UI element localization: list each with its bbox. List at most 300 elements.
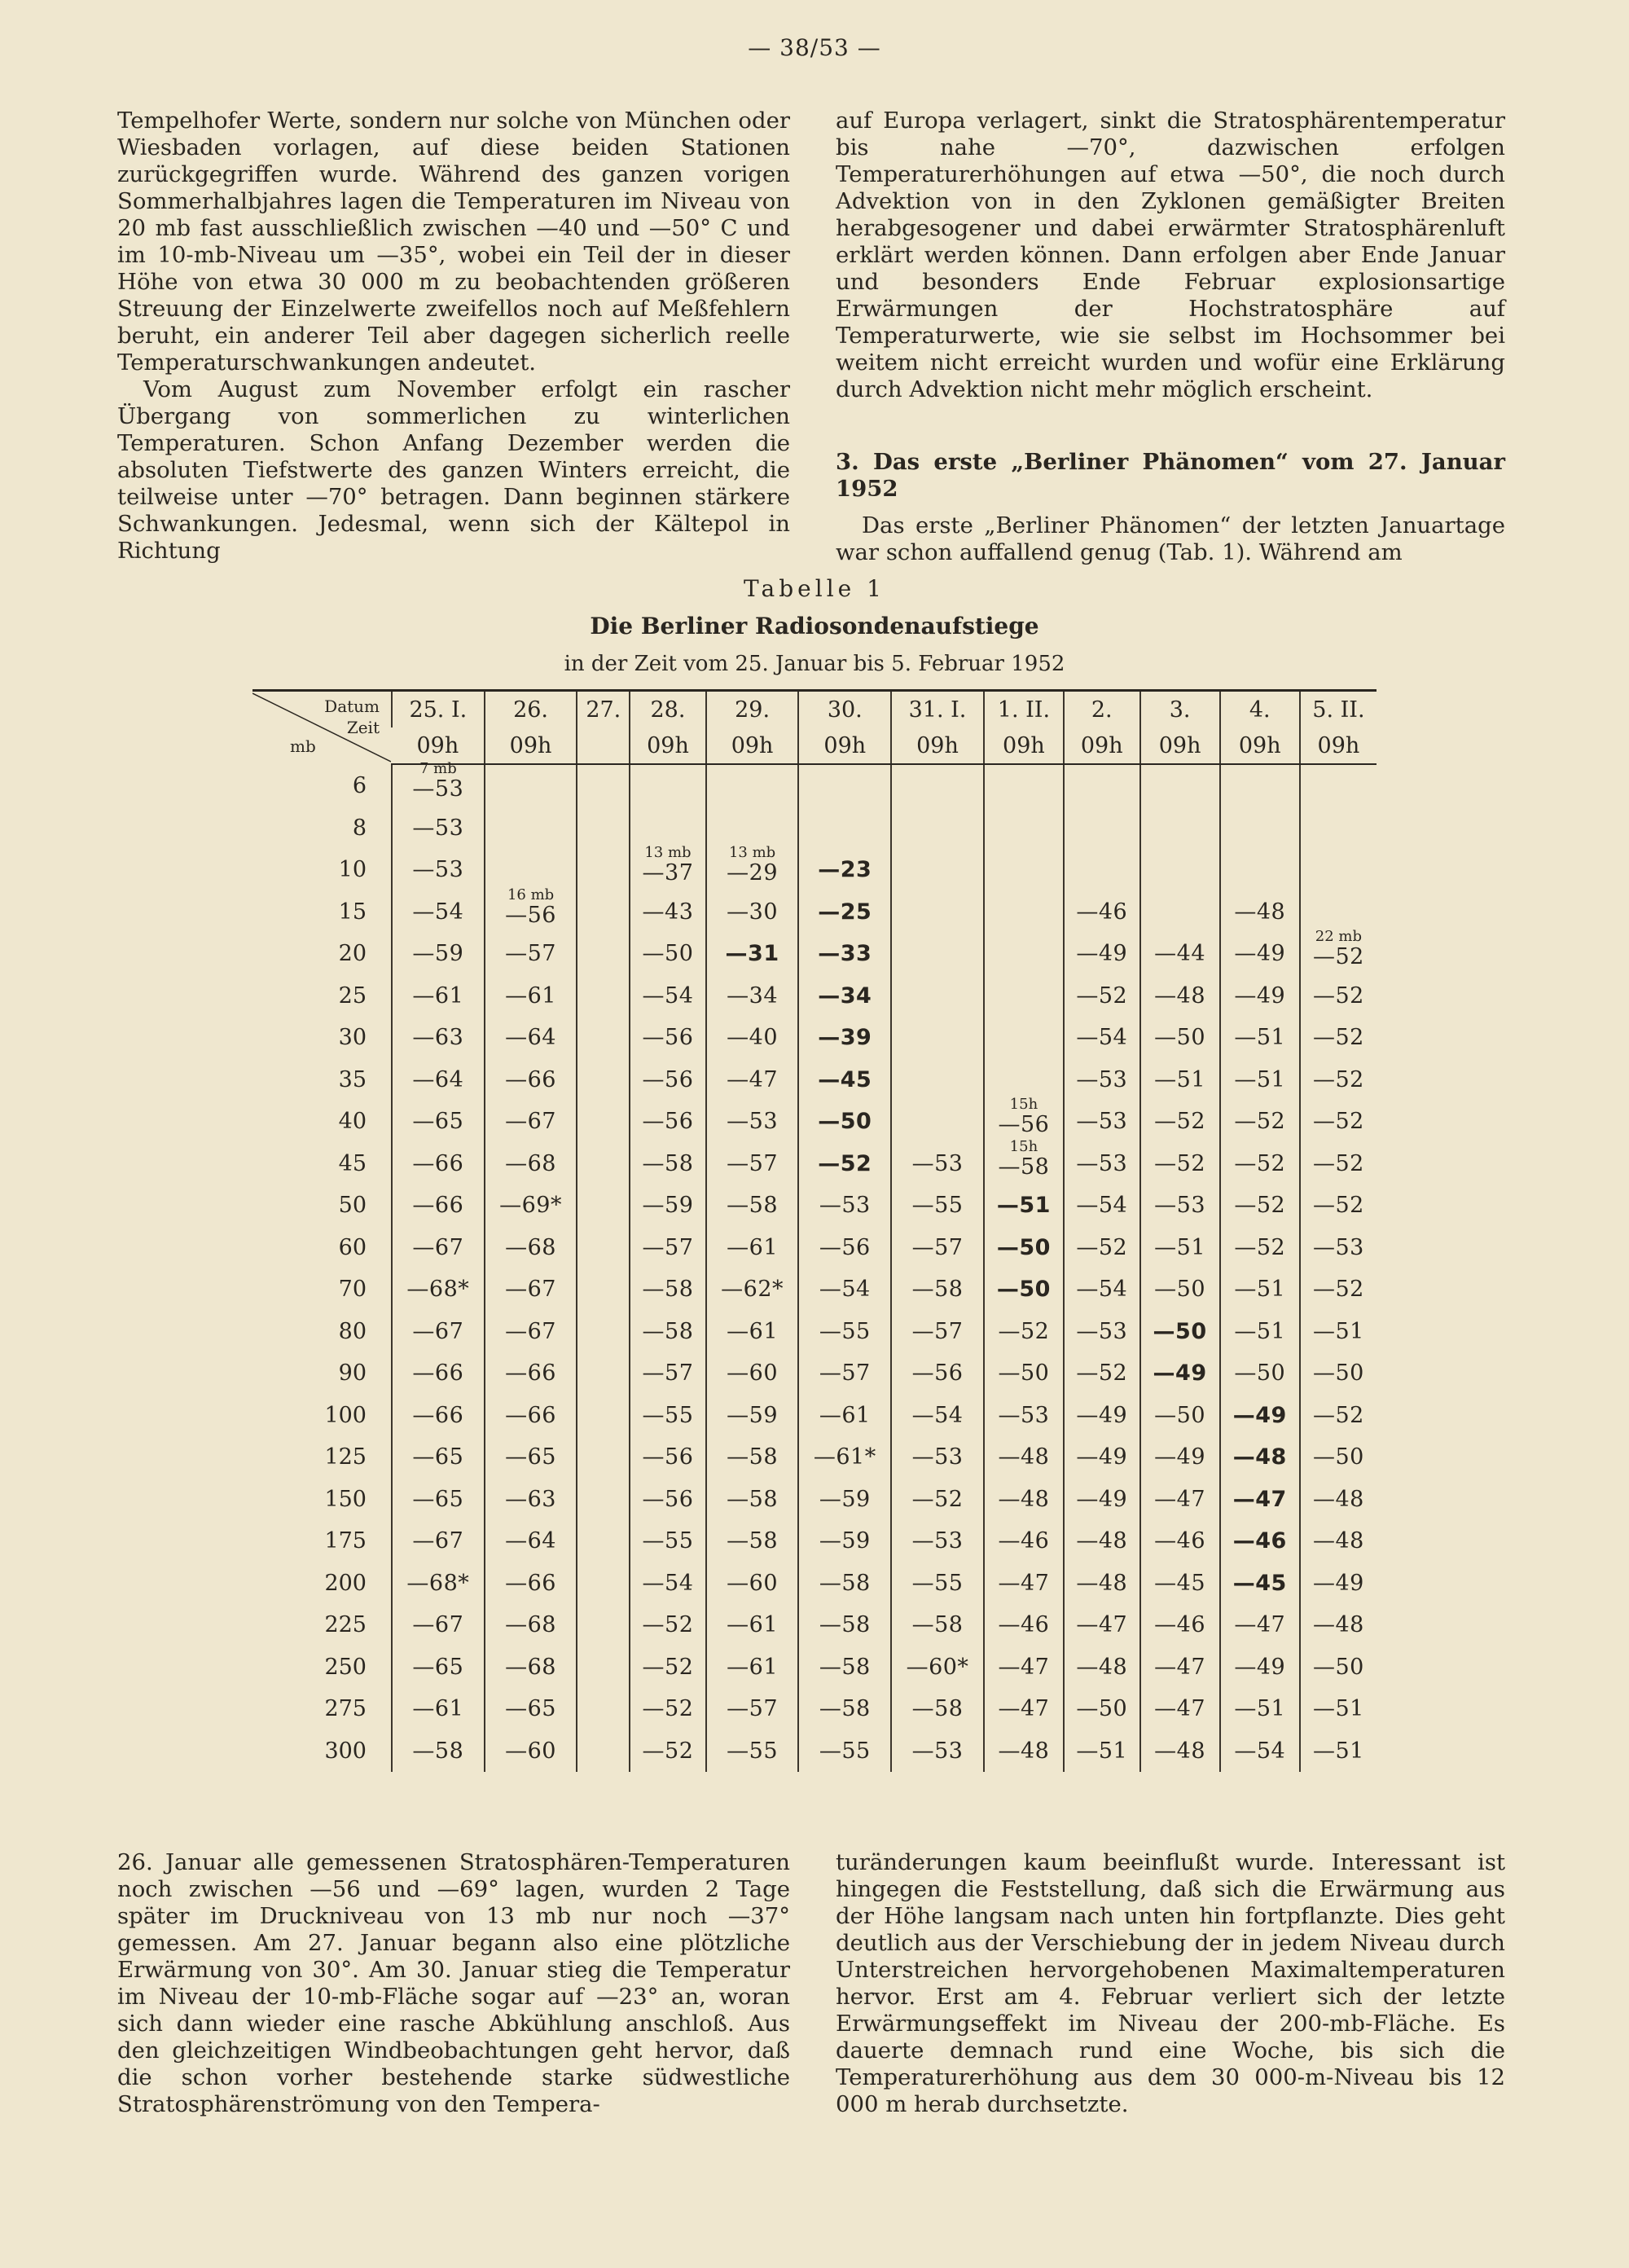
max-temperature-value: —50 <box>996 1277 1051 1303</box>
temperature-cell <box>798 764 891 807</box>
temperature-cell <box>392 849 485 891</box>
temperature-value: —53 <box>412 776 464 802</box>
temperature-cell <box>392 1436 485 1479</box>
pressure-level-cell: 10 <box>338 857 367 883</box>
temperature-cell <box>485 1730 577 1773</box>
temperature-cell <box>485 1563 577 1605</box>
temperature-cell <box>1220 1101 1300 1143</box>
temperature-cell <box>891 1479 984 1521</box>
temperature-cell <box>630 1017 706 1059</box>
temperature-cell <box>577 1520 630 1563</box>
temperature-cell <box>577 1143 630 1185</box>
table-title: Die Berliner Radiosondenaufstiege <box>590 613 1039 640</box>
column-date-header: 31. I. <box>891 691 984 728</box>
temperature-cell <box>1064 1185 1140 1227</box>
temperature-cell <box>891 1059 984 1101</box>
temperature-cell <box>1140 1395 1220 1437</box>
temperature-cell <box>577 1017 630 1059</box>
temperature-cell <box>984 1268 1064 1311</box>
temperature-cell <box>1300 1227 1377 1269</box>
temperature-cell <box>891 933 984 975</box>
temperature-cell <box>1064 1730 1140 1773</box>
temperature-cell <box>392 1143 485 1185</box>
temperature-cell <box>706 1395 799 1437</box>
temperature-value: —53 <box>911 1528 964 1554</box>
temperature-cell <box>1220 1520 1300 1563</box>
temperature-cell <box>1300 764 1377 807</box>
temperature-cell <box>392 1688 485 1730</box>
temperature-value: —55 <box>642 1528 694 1554</box>
temperature-value: —48 <box>1234 899 1286 925</box>
temperature-value: —52 <box>1312 1025 1364 1051</box>
temperature-cell <box>1140 849 1220 891</box>
max-temperature-value: —52 <box>818 1150 872 1176</box>
temperature-value: —64 <box>412 1066 464 1092</box>
table-header-times <box>252 727 1377 764</box>
table-row <box>252 1185 1377 1227</box>
temperature-cell <box>577 1185 630 1227</box>
temperature-cell <box>392 807 485 850</box>
pressure-level-cell: 125 <box>324 1444 367 1470</box>
temperature-value: —52 <box>1312 1193 1364 1219</box>
temperature-cell <box>1064 1017 1140 1059</box>
temperature-value: —48 <box>998 1444 1050 1470</box>
cell-annotation: 7 mb <box>419 760 457 778</box>
table-row <box>252 933 1377 975</box>
temperature-value: —58 <box>911 1696 964 1722</box>
temperature-cell <box>630 844 706 891</box>
temperature-cell <box>798 849 891 891</box>
temperature-value: —51 <box>1154 1234 1206 1260</box>
temperature-cell <box>630 1730 706 1773</box>
temperature-cell <box>891 1352 984 1395</box>
max-temperature-value: —49 <box>1153 1360 1207 1387</box>
temperature-cell <box>392 1604 485 1646</box>
max-temperature-value: —50 <box>996 1234 1051 1260</box>
temperature-cell <box>706 764 799 807</box>
temperature-value: —54 <box>412 899 464 925</box>
temperature-cell <box>1140 1101 1220 1143</box>
temperature-value: —51 <box>1234 1277 1286 1303</box>
temperature-value: —51 <box>1154 1066 1206 1092</box>
temperature-cell <box>1220 807 1300 850</box>
column-time-header <box>577 727 630 764</box>
temperature-cell <box>630 1563 706 1605</box>
temperature-cell <box>1300 1688 1377 1730</box>
temperature-cell <box>1300 1311 1377 1353</box>
temperature-cell <box>1140 933 1220 975</box>
temperature-value: —51 <box>1312 1696 1364 1722</box>
temperature-cell <box>1220 849 1300 891</box>
temperature-cell <box>798 1017 891 1059</box>
temperature-value: —54 <box>642 1570 694 1596</box>
temperature-value: —61* <box>813 1444 876 1470</box>
table-row <box>252 807 1377 850</box>
temperature-cell <box>392 1395 485 1437</box>
temperature-cell <box>706 975 799 1018</box>
temperature-cell <box>1220 1646 1300 1689</box>
temperature-value: —48 <box>998 1738 1050 1764</box>
temperature-cell <box>630 1520 706 1563</box>
table-row <box>252 1563 1377 1605</box>
temperature-cell <box>1220 1352 1300 1395</box>
temperature-value: —53 <box>998 1402 1050 1428</box>
temperature-value: —58 <box>819 1570 871 1596</box>
temperature-cell <box>577 1730 630 1773</box>
temperature-cell <box>1140 1185 1220 1227</box>
temperature-value: —52 <box>1234 1109 1286 1135</box>
temperature-value: —58 <box>998 1154 1050 1180</box>
temperature-value: —68 <box>505 1612 556 1638</box>
temperature-value: —55 <box>727 1738 779 1764</box>
temperature-cell <box>392 1352 485 1395</box>
temperature-value: —66 <box>412 1402 464 1428</box>
temperature-cell <box>798 1227 891 1269</box>
temperature-value: —49 <box>1234 1654 1286 1680</box>
temperature-cell <box>1064 1520 1140 1563</box>
temperature-value: —48 <box>1154 1738 1206 1764</box>
temperature-cell <box>984 1017 1064 1059</box>
table-row <box>252 1017 1377 1059</box>
temperature-value: —49 <box>1234 982 1286 1009</box>
temperature-value: —53 <box>412 815 464 841</box>
temperature-value: —52 <box>642 1696 694 1722</box>
temperature-cell <box>798 807 891 850</box>
temperature-value: —58 <box>642 1150 694 1176</box>
column-time-header: 09h <box>630 727 706 764</box>
pressure-level-cell: 50 <box>338 1193 367 1219</box>
pressure-level-cell: 90 <box>338 1360 367 1387</box>
max-temperature-value: —25 <box>818 899 872 925</box>
temperature-value: —48 <box>1154 982 1206 1009</box>
temperature-cell <box>1300 891 1377 934</box>
temperature-value: —67 <box>505 1277 556 1303</box>
temperature-cell <box>630 1352 706 1395</box>
temperature-cell <box>984 1520 1064 1563</box>
temperature-value: —66 <box>412 1150 464 1176</box>
temperature-value: —49 <box>1076 1402 1128 1428</box>
temperature-cell <box>1140 807 1220 850</box>
corner-label-mb: mb <box>290 736 316 756</box>
temperature-cell <box>891 807 984 850</box>
temperature-value: —58 <box>727 1486 779 1512</box>
temperature-value: —51 <box>1234 1696 1286 1722</box>
temperature-value: —52 <box>1312 1066 1364 1092</box>
temperature-cell <box>630 764 706 807</box>
pressure-level-cell: 200 <box>324 1570 367 1596</box>
temperature-value: —54 <box>819 1277 871 1303</box>
temperature-value: —60* <box>906 1654 969 1680</box>
temperature-cell <box>392 1268 485 1311</box>
temperature-value: —65 <box>412 1654 464 1680</box>
table-row <box>252 1143 1377 1185</box>
temperature-cell <box>485 764 577 807</box>
temperature-cell <box>891 1311 984 1353</box>
max-temperature-value: —39 <box>818 1025 872 1051</box>
temperature-value: —45 <box>1154 1570 1206 1596</box>
temperature-cell <box>1300 928 1377 975</box>
temperature-value: —54 <box>1234 1738 1286 1764</box>
temperature-value: —52 <box>1234 1193 1286 1219</box>
temperature-value: —50 <box>1312 1360 1364 1387</box>
temperature-cell <box>1140 1143 1220 1185</box>
temperature-value: —55 <box>911 1193 964 1219</box>
temperature-value: —52 <box>1076 1360 1128 1387</box>
temperature-value: —48 <box>998 1486 1050 1512</box>
temperature-cell <box>1140 1311 1220 1353</box>
temperature-value: —66 <box>505 1360 556 1387</box>
temperature-cell <box>984 933 1064 975</box>
temperature-cell <box>798 1604 891 1646</box>
temperature-value: —34 <box>727 982 779 1009</box>
temperature-cell <box>1220 975 1300 1018</box>
temperature-cell <box>630 1646 706 1689</box>
table-subtitle: in der Zeit vom 25. Januar bis 5. Februar 1952 <box>564 652 1065 676</box>
temperature-value: —60 <box>727 1570 779 1596</box>
temperature-value: —50 <box>998 1360 1050 1387</box>
temperature-value: —59 <box>727 1402 779 1428</box>
temperature-cell <box>798 1520 891 1563</box>
temperature-cell <box>706 1730 799 1773</box>
temperature-value: —56 <box>642 1444 694 1470</box>
table-label: Tabelle 1 <box>744 575 885 602</box>
temperature-value: —57 <box>642 1234 694 1260</box>
temperature-value: —52 <box>642 1738 694 1764</box>
temperature-cell <box>1140 891 1220 934</box>
temperature-cell <box>1300 1520 1377 1563</box>
temperature-cell <box>984 975 1064 1018</box>
section-heading: 3. Das erste „Berliner Phänomen“ vom 27. Januar 1952 <box>836 449 1505 502</box>
temperature-value: —65 <box>412 1486 464 1512</box>
temperature-cell <box>577 1436 630 1479</box>
temperature-cell <box>891 1604 984 1646</box>
temperature-value: —68 <box>505 1654 556 1680</box>
temperature-cell <box>577 891 630 934</box>
temperature-cell <box>891 1185 984 1227</box>
temperature-cell <box>891 1563 984 1605</box>
temperature-cell <box>1140 764 1220 807</box>
temperature-value: —61 <box>819 1402 871 1428</box>
temperature-cell <box>1140 1646 1220 1689</box>
temperature-cell <box>891 1227 984 1269</box>
temperature-value: —61 <box>727 1234 779 1260</box>
temperature-cell <box>1300 1395 1377 1437</box>
temperature-value: —56 <box>819 1234 871 1260</box>
temperature-value: —53 <box>911 1738 964 1764</box>
temperature-cell <box>891 764 984 807</box>
temperature-value: —43 <box>642 899 694 925</box>
temperature-cell <box>392 1059 485 1101</box>
temperature-cell <box>891 1143 984 1185</box>
temperature-value: —47 <box>998 1654 1050 1680</box>
temperature-value: —52 <box>1154 1109 1206 1135</box>
column-time-header: 09h <box>1300 727 1377 764</box>
temperature-cell <box>485 849 577 891</box>
pressure-level-cell: 275 <box>324 1696 367 1722</box>
temperature-cell <box>392 975 485 1018</box>
temperature-cell <box>984 1185 1064 1227</box>
pressure-level-cell: 30 <box>338 1025 367 1051</box>
temperature-value: —54 <box>1076 1193 1128 1219</box>
temperature-cell <box>1064 1143 1140 1185</box>
temperature-value: —56 <box>642 1109 694 1135</box>
pressure-level-cell: 150 <box>324 1486 367 1512</box>
temperature-value: —53 <box>1076 1318 1128 1344</box>
temperature-value: —48 <box>1076 1654 1128 1680</box>
table-body <box>252 760 1377 1772</box>
column-time-header: 09h <box>485 727 577 764</box>
text-column-right-bottom <box>836 1849 1505 2118</box>
table-row <box>252 764 1377 807</box>
temperature-value: —66 <box>505 1570 556 1596</box>
temperature-value: —46 <box>1076 899 1128 925</box>
temperature-value: —52 <box>911 1486 964 1512</box>
temperature-cell <box>1140 1688 1220 1730</box>
temperature-cell <box>798 1352 891 1395</box>
temperature-cell <box>1220 1563 1300 1605</box>
temperature-value: —61 <box>505 982 556 1009</box>
temperature-value: —63 <box>412 1025 464 1051</box>
temperature-value: —55 <box>642 1402 694 1428</box>
temperature-value: —60 <box>505 1738 556 1764</box>
temperature-cell <box>1300 1436 1377 1479</box>
pressure-level-cell: 20 <box>338 941 367 967</box>
temperature-value: —64 <box>505 1025 556 1051</box>
temperature-value: —52 <box>642 1612 694 1638</box>
temperature-cell <box>485 1017 577 1059</box>
column-time-header: 09h <box>1064 727 1140 764</box>
temperature-cell <box>485 1646 577 1689</box>
temperature-value: —53 <box>1154 1193 1206 1219</box>
table-row <box>252 891 1377 934</box>
temperature-value: —59 <box>819 1486 871 1512</box>
temperature-cell <box>485 1059 577 1101</box>
temperature-cell <box>1064 1352 1140 1395</box>
max-temperature-value: —33 <box>818 941 872 967</box>
temperature-value: —47 <box>998 1570 1050 1596</box>
temperature-cell <box>577 1563 630 1605</box>
temperature-cell <box>984 1730 1064 1773</box>
temperature-cell <box>891 1520 984 1563</box>
temperature-value: —58 <box>727 1193 779 1219</box>
temperature-value: —60 <box>727 1360 779 1387</box>
temperature-cell <box>1220 1395 1300 1437</box>
temperature-cell <box>706 933 799 975</box>
temperature-value: —65 <box>412 1444 464 1470</box>
temperature-cell <box>1220 1604 1300 1646</box>
table-row <box>252 1311 1377 1353</box>
temperature-cell <box>798 933 891 975</box>
temperature-value: —65 <box>412 1109 464 1135</box>
temperature-value: —53 <box>412 857 464 883</box>
pressure-level-cell: 25 <box>338 982 367 1009</box>
temperature-value: —52 <box>1076 982 1128 1009</box>
temperature-value: —54 <box>1076 1025 1128 1051</box>
temperature-cell <box>798 891 891 934</box>
temperature-value: —53 <box>911 1150 964 1176</box>
temperature-value: —50 <box>1154 1402 1206 1428</box>
temperature-value: —57 <box>727 1696 779 1722</box>
temperature-cell <box>577 975 630 1018</box>
temperature-cell <box>1064 933 1140 975</box>
max-temperature-value: —48 <box>1232 1444 1287 1470</box>
temperature-cell <box>577 764 630 807</box>
temperature-cell <box>984 1137 1064 1185</box>
temperature-value: —48 <box>1076 1528 1128 1554</box>
temperature-cell <box>485 1143 577 1185</box>
temperature-value: —51 <box>1234 1025 1286 1051</box>
temperature-value: —54 <box>642 982 694 1009</box>
temperature-value: —52 <box>642 1654 694 1680</box>
temperature-cell <box>798 1101 891 1143</box>
temperature-cell <box>1064 1436 1140 1479</box>
temperature-cell <box>1064 1604 1140 1646</box>
temperature-cell <box>1300 975 1377 1018</box>
temperature-value: —52 <box>1312 1402 1364 1428</box>
temperature-value: —67 <box>412 1612 464 1638</box>
column-date-header: 30. <box>798 691 891 728</box>
temperature-cell <box>891 1395 984 1437</box>
temperature-cell <box>485 1352 577 1395</box>
temperature-cell <box>706 1479 799 1521</box>
temperature-cell <box>577 1311 630 1353</box>
temperature-cell <box>630 1268 706 1311</box>
temperature-cell <box>577 1688 630 1730</box>
max-temperature-value: —45 <box>1232 1570 1287 1596</box>
temperature-value: —53 <box>1076 1066 1128 1092</box>
temperature-cell <box>630 1479 706 1521</box>
temperature-cell <box>1220 1185 1300 1227</box>
temperature-value: —58 <box>911 1277 964 1303</box>
temperature-value: —55 <box>819 1738 871 1764</box>
temperature-value: —59 <box>412 941 464 967</box>
temperature-cell <box>1300 807 1377 850</box>
temperature-cell <box>1300 1352 1377 1395</box>
column-date-header: 3. <box>1140 691 1220 728</box>
temperature-cell <box>1140 1479 1220 1521</box>
temperature-cell <box>1064 1688 1140 1730</box>
column-date-header: 27. <box>577 691 630 728</box>
table-row <box>252 975 1377 1018</box>
temperature-cell <box>706 1520 799 1563</box>
column-date-header: 28. <box>630 691 706 728</box>
temperature-cell <box>798 1395 891 1437</box>
temperature-cell <box>1140 1730 1220 1773</box>
table-row <box>252 1646 1377 1689</box>
temperature-cell <box>984 1436 1064 1479</box>
temperature-cell <box>891 1646 984 1689</box>
temperature-cell <box>630 1185 706 1227</box>
temperature-value: —47 <box>727 1066 779 1092</box>
cell-annotation: 16 mb <box>507 886 555 903</box>
temperature-cell <box>984 1563 1064 1605</box>
temperature-value: —61 <box>412 982 464 1009</box>
temperature-cell <box>392 1227 485 1269</box>
temperature-cell <box>1064 1101 1140 1143</box>
table-row <box>252 1479 1377 1521</box>
temperature-value: —50 <box>1154 1025 1206 1051</box>
temperature-cell <box>984 1311 1064 1353</box>
temperature-cell <box>706 1688 799 1730</box>
temperature-value: —37 <box>642 860 694 886</box>
temperature-value: —53 <box>727 1109 779 1135</box>
temperature-value: —57 <box>911 1234 964 1260</box>
cell-annotation: 15h <box>1009 1137 1038 1155</box>
column-date-header: 26. <box>485 691 577 728</box>
max-temperature-value: —31 <box>725 941 779 967</box>
pressure-level-cell: 6 <box>352 772 367 798</box>
table-row <box>252 1688 1377 1730</box>
